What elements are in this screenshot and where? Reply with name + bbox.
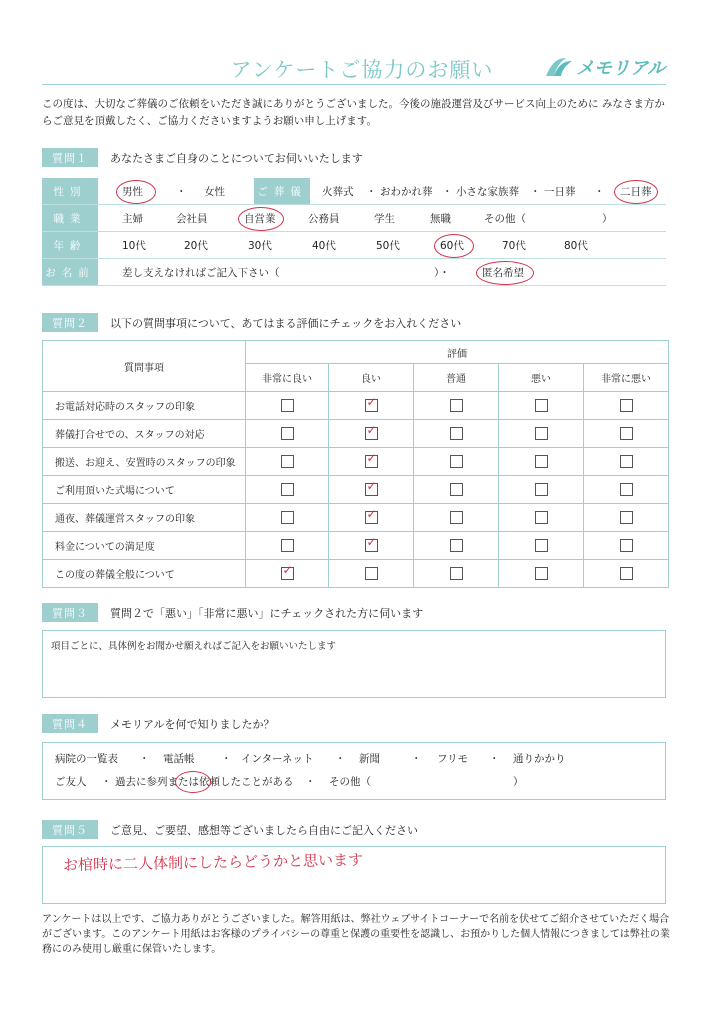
- age-label: 年齢: [42, 232, 98, 258]
- eval-checkbox[interactable]: [535, 539, 548, 552]
- check-mark-icon: ✓: [366, 395, 377, 409]
- funeral-option[interactable]: おわかれ葬: [380, 185, 433, 198]
- eval-item-label: お電話対応時のスタッフの印象: [43, 392, 246, 420]
- eval-checkbox[interactable]: [281, 427, 294, 440]
- eval-checkbox[interactable]: [365, 567, 378, 580]
- scale-label: 悪い: [499, 364, 584, 392]
- eval-checkbox[interactable]: [450, 567, 463, 580]
- source-option[interactable]: 電話帳: [163, 753, 195, 765]
- eval-cell: [499, 476, 584, 504]
- eval-cell: [246, 420, 329, 448]
- eval-checkbox[interactable]: [535, 399, 548, 412]
- eval-checkbox[interactable]: [281, 563, 294, 580]
- eval-checkbox[interactable]: [620, 455, 633, 468]
- eval-cell: [414, 392, 499, 420]
- source-option[interactable]: フリモ: [437, 753, 469, 765]
- eval-checkbox[interactable]: [535, 567, 548, 580]
- eval-checkbox[interactable]: [450, 539, 463, 552]
- logo-mark-icon: [544, 56, 574, 78]
- title-divider: [42, 84, 666, 85]
- eval-cell: [329, 448, 414, 476]
- selection-circle: [434, 234, 474, 258]
- q3-header: [42, 603, 423, 622]
- eval-checkbox[interactable]: [365, 507, 378, 524]
- evaluation-table: [42, 340, 669, 588]
- eval-cell: [414, 476, 499, 504]
- source-option[interactable]: 過去に参列または依頼したことがある: [115, 776, 294, 788]
- eval-item-label: 搬送、お迎え、安置時のスタッフの印象: [43, 448, 246, 476]
- eval-item-label: この度の葬儀全般について: [43, 560, 246, 588]
- eval-checkbox[interactable]: [620, 427, 633, 440]
- check-mark-icon: ✓: [366, 451, 377, 465]
- source-option[interactable]: 通りかかり: [513, 753, 566, 765]
- eval-cell: [329, 504, 414, 532]
- q1-text: あなたさまご自身のことについてお伺いいたします: [110, 151, 363, 165]
- q3-prompt: 項目ごとに、具体例をお聞かせ願えればご記入をお願いいたします: [51, 641, 337, 652]
- eval-header: 評価: [246, 341, 669, 364]
- job-option[interactable]: 無職: [430, 212, 451, 225]
- age-option[interactable]: 20代: [184, 239, 208, 252]
- eval-cell: [414, 504, 499, 532]
- q5-badge: 質問５: [42, 820, 98, 839]
- eval-checkbox[interactable]: [620, 511, 633, 524]
- separator: ・: [530, 185, 541, 198]
- eval-checkbox[interactable]: [365, 395, 378, 412]
- eval-cell: [414, 448, 499, 476]
- source-option[interactable]: ご友人: [55, 776, 87, 788]
- job-label: 職業: [42, 205, 98, 231]
- eval-row: [43, 448, 669, 476]
- eval-checkbox[interactable]: [365, 423, 378, 440]
- job-option[interactable]: その他（: [484, 212, 526, 225]
- eval-row: [43, 504, 669, 532]
- eval-cell: [246, 560, 329, 588]
- eval-cell: [329, 392, 414, 420]
- separator: ・: [366, 185, 377, 198]
- check-mark-icon: ✓: [366, 507, 377, 521]
- name-close: ）・: [434, 266, 450, 279]
- job-option[interactable]: 公務員: [308, 212, 340, 225]
- handwritten-comment: お棺時に二人体制にしたらどうかと思います: [62, 850, 364, 875]
- separator: ・: [221, 753, 232, 765]
- eval-cell: [246, 532, 329, 560]
- q4-options-box: [42, 742, 666, 800]
- eval-header-row: [43, 341, 669, 364]
- eval-cell: [584, 392, 669, 420]
- eval-cell: [246, 476, 329, 504]
- anonymous-option[interactable]: 匿名希望: [482, 266, 524, 279]
- name-label: お名前: [42, 259, 98, 285]
- q3-badge: 質問３: [42, 603, 98, 622]
- q2-badge: 質問２: [42, 313, 98, 332]
- q4-header: [42, 714, 275, 733]
- eval-cell: [329, 420, 414, 448]
- eval-checkbox[interactable]: [450, 455, 463, 468]
- q1-badge: 質問１: [42, 148, 98, 167]
- eval-checkbox[interactable]: [535, 483, 548, 496]
- eval-cell: [584, 532, 669, 560]
- eval-cell: [414, 532, 499, 560]
- separator: ・: [176, 185, 187, 198]
- page-title: アンケートご協力のお願い: [230, 58, 494, 82]
- eval-item-label: 料金についての満足度: [43, 532, 246, 560]
- q5-text: ご意見、ご要望、感想等ございましたら自由にご記入ください: [110, 823, 418, 837]
- age-option[interactable]: 30代: [248, 239, 272, 252]
- eval-cell: [584, 560, 669, 588]
- eval-cell: [584, 504, 669, 532]
- closing-text: アンケートは以上です、ご協力ありがとうございました。解答用紙は、弊社ウェブサイトコーナーで名前を伏せてご紹介させていただく場合がございます。このアンケート用紙はお客様のプライバシーの尊重と保護の重要性を認識し、お預かりした個人情報につきましては弊社の業務にのみ使用し厳重に保管いたします。: [42, 914, 670, 955]
- funeral-option[interactable]: 二日葬: [620, 185, 652, 198]
- job-option[interactable]: 自営業: [244, 212, 276, 225]
- eval-checkbox[interactable]: [620, 483, 633, 496]
- selection-circle: [116, 180, 156, 204]
- separator: ・: [335, 753, 346, 765]
- gender-option[interactable]: 男性: [122, 185, 143, 198]
- eval-checkbox[interactable]: [450, 511, 463, 524]
- separator: ・: [442, 185, 453, 198]
- eval-cell: [329, 476, 414, 504]
- age-row: [42, 232, 666, 259]
- q1-header: [42, 148, 363, 167]
- eval-cell: [499, 420, 584, 448]
- selection-circle: [614, 180, 658, 204]
- item-header: 質問事項: [43, 341, 246, 392]
- check-mark-icon: ✓: [366, 423, 377, 437]
- name-row: [42, 259, 666, 286]
- age-option[interactable]: 50代: [376, 239, 400, 252]
- separator: ・: [139, 753, 150, 765]
- age-option[interactable]: 40代: [312, 239, 336, 252]
- eval-checkbox[interactable]: [450, 483, 463, 496]
- eval-cell: [246, 392, 329, 420]
- selection-circle: [476, 261, 534, 285]
- eval-cell: [329, 560, 414, 588]
- separator: ・: [411, 753, 422, 765]
- eval-checkbox[interactable]: [281, 455, 294, 468]
- q3-text: 質問２で「悪い」「非常に悪い」にチェックされた方に伺います: [110, 606, 424, 620]
- logo: [544, 54, 665, 80]
- eval-cell: [414, 560, 499, 588]
- eval-row: [43, 420, 669, 448]
- eval-cell: [499, 504, 584, 532]
- check-mark-icon: ✓: [282, 563, 293, 577]
- funeral-option[interactable]: 一日葬: [544, 185, 576, 198]
- eval-cell: [499, 560, 584, 588]
- eval-row: [43, 532, 669, 560]
- job-row: [42, 205, 666, 232]
- funeral-option[interactable]: 火葬式: [322, 185, 354, 198]
- job-option[interactable]: 会社員: [176, 212, 208, 225]
- eval-cell: [584, 476, 669, 504]
- separator: ・: [305, 776, 316, 788]
- eval-checkbox[interactable]: [535, 427, 548, 440]
- scale-label: 非常に悪い: [584, 364, 669, 392]
- age-option[interactable]: 70代: [502, 239, 526, 252]
- eval-checkbox[interactable]: [281, 539, 294, 552]
- q2-text: 以下の質問事項について、あてはまる評価にチェックをお入れください: [110, 316, 462, 330]
- eval-row: [43, 476, 669, 504]
- age-option[interactable]: 80代: [564, 239, 588, 252]
- q2-header: [42, 313, 461, 332]
- eval-cell: [584, 420, 669, 448]
- age-option[interactable]: 60代: [440, 239, 464, 252]
- job-option[interactable]: 学生: [374, 212, 395, 225]
- gender-row: [42, 178, 666, 205]
- eval-cell: [499, 532, 584, 560]
- eval-checkbox[interactable]: [450, 399, 463, 412]
- gender-label: 性別: [42, 178, 98, 204]
- eval-checkbox[interactable]: [365, 535, 378, 552]
- eval-checkbox[interactable]: [365, 479, 378, 496]
- source-option[interactable]: インターネット: [241, 753, 314, 765]
- eval-cell: [499, 448, 584, 476]
- eval-cell: [246, 504, 329, 532]
- eval-checkbox[interactable]: [365, 451, 378, 468]
- q4-badge: 質問４: [42, 714, 98, 733]
- eval-checkbox[interactable]: [450, 427, 463, 440]
- check-mark-icon: ✓: [366, 479, 377, 493]
- eval-item-label: 葬儀打合せでの、スタッフの対応: [43, 420, 246, 448]
- separator: ・: [594, 185, 605, 198]
- scale-label: 普通: [414, 364, 499, 392]
- eval-item-label: 通夜、葬儀運営スタッフの印象: [43, 504, 246, 532]
- q5-answer-box[interactable]: [42, 846, 666, 904]
- intro-text: この度は、大切なご葬儀のご依頼をいただき誠にありがとうございました。今後の施設運営及びサービス向上のために みなさま方からご意見を頂戴したく、ご協力くださいますようお願い申し上げます。: [42, 98, 665, 127]
- age-option[interactable]: 10代: [122, 239, 146, 252]
- eval-cell: [246, 448, 329, 476]
- scale-label: 良い: [329, 364, 414, 392]
- eval-row: [43, 560, 669, 588]
- eval-checkbox[interactable]: [281, 399, 294, 412]
- q1-table: [42, 178, 666, 286]
- q5-header: [42, 820, 418, 839]
- job-option[interactable]: 主婦: [122, 212, 143, 225]
- eval-row: [43, 392, 669, 420]
- name-prompt: 差し支えなければご記入下さい（: [122, 266, 280, 279]
- source-option[interactable]: その他（: [329, 776, 371, 788]
- gender-option[interactable]: 女性: [204, 185, 225, 198]
- eval-checkbox[interactable]: [535, 455, 548, 468]
- eval-checkbox[interactable]: [535, 511, 548, 524]
- q3-answer-box[interactable]: [42, 630, 666, 698]
- eval-checkbox[interactable]: [281, 511, 294, 524]
- eval-cell: [584, 448, 669, 476]
- eval-checkbox[interactable]: [620, 567, 633, 580]
- logo-text: メモリアル: [576, 58, 666, 79]
- q4-text: メモリアルを何で知りましたか？: [110, 717, 275, 731]
- eval-checkbox[interactable]: [620, 539, 633, 552]
- eval-checkbox[interactable]: [281, 483, 294, 496]
- job-option-close: ）: [602, 212, 613, 225]
- source-option[interactable]: 新聞: [359, 753, 380, 765]
- check-mark-icon: ✓: [366, 535, 377, 549]
- selection-circle: [175, 771, 211, 793]
- source-option-close: ）: [513, 776, 524, 788]
- funeral-label: ご葬儀: [254, 178, 310, 204]
- eval-cell: [329, 532, 414, 560]
- evaluation-table-wrap: [42, 340, 669, 588]
- separator: ・: [489, 753, 500, 765]
- separator: ・: [101, 776, 112, 788]
- scale-label: 非常に良い: [246, 364, 329, 392]
- funeral-option[interactable]: 小さな家族葬: [456, 185, 519, 198]
- eval-item-label: ご利用頂いた式場について: [43, 476, 246, 504]
- source-option[interactable]: 病院の一覧表: [55, 753, 118, 765]
- eval-checkbox[interactable]: [620, 399, 633, 412]
- selection-circle: [238, 207, 284, 231]
- eval-cell: [414, 420, 499, 448]
- eval-cell: [499, 392, 584, 420]
